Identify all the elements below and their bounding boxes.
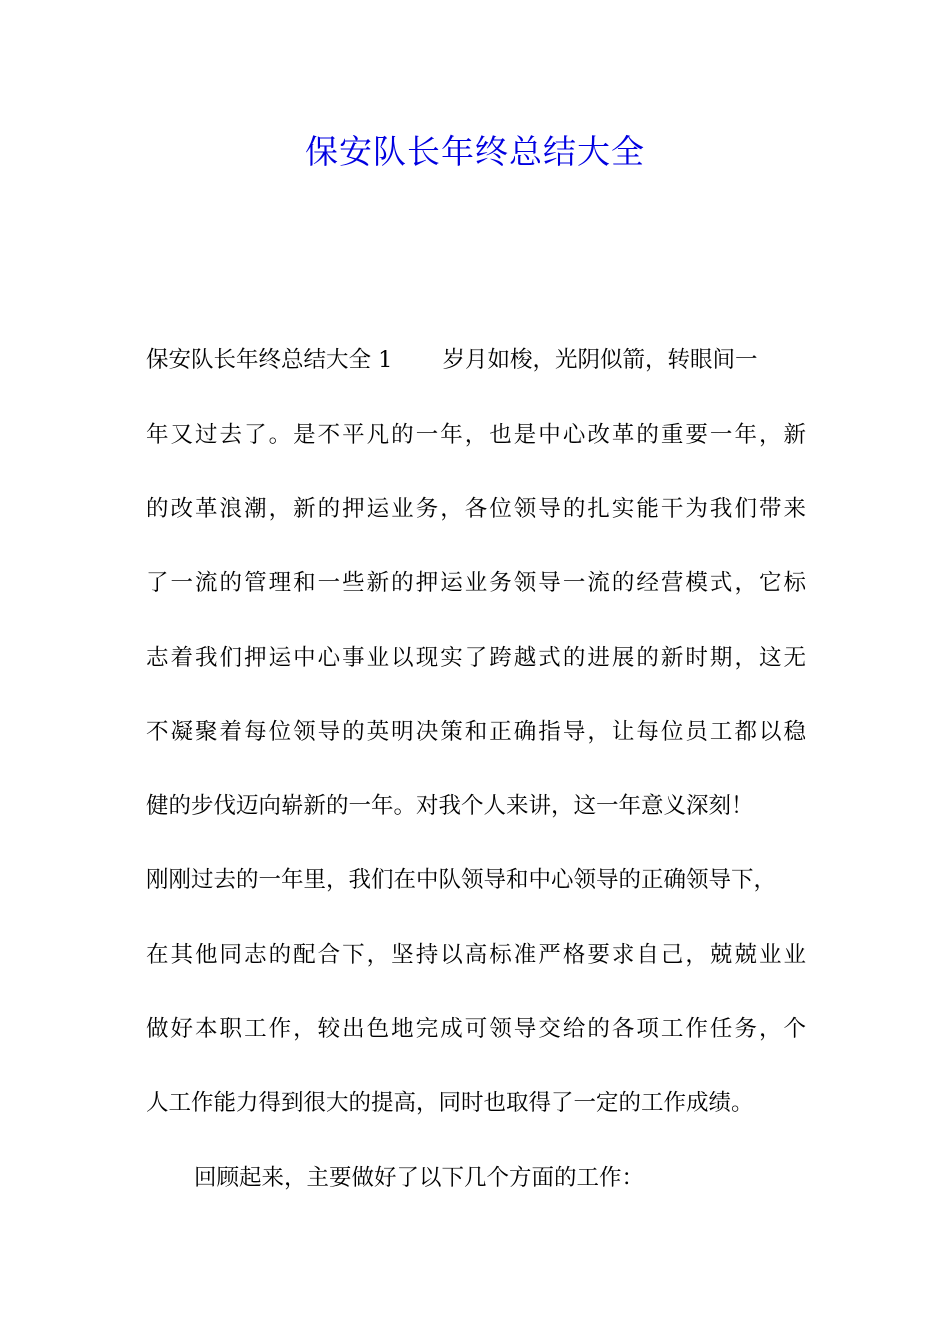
- text-line-1: [146, 344, 757, 376]
- paragraph-intro: 回顾起来，主要做好了以下几个方面的工作：: [194, 1165, 645, 1191]
- document-title: 保安队长年终总结大全: [305, 132, 645, 171]
- text-line-3: 的改革浪潮，新的押运业务，各位领导的扎实能干为我们带来: [146, 496, 806, 522]
- text-line-5: 志着我们押运中心事业以现实了跨越式的进展的新时期，这无: [146, 645, 806, 671]
- text-line-2: 年又过去了。是不平凡的一年，也是中心改革的重要一年，新: [146, 422, 806, 448]
- text-line-6: 不凝聚着每位领导的英明决策和正确指导，让每位员工都以稳: [146, 719, 806, 745]
- line-text: 岁月如梭，光阴似箭，转眼间一: [442, 347, 758, 373]
- text-line-9: 在其他同志的配合下，坚持以高标准严格要求自己，兢兢业业: [146, 942, 806, 968]
- text-line-8: 刚刚过去的一年里，我们在中队领导和中心领导的正确领导下，: [146, 867, 777, 893]
- text-line-10: 做好本职工作，较出色地完成可领导交给的各项工作任务，个: [146, 1016, 806, 1042]
- text-line-11: 人工作能力得到很大的提高，同时也取得了一定的工作成绩。: [146, 1090, 754, 1116]
- text-line-7: 健的步伐迈向崭新的一年。对我个人来讲，这一年意义深刻！: [146, 793, 754, 819]
- text-line-4: 了一流的管理和一些新的押运业务领导一流的经营模式，它标: [146, 570, 806, 596]
- section-heading: 保安队长年终总结大全 1: [146, 347, 393, 373]
